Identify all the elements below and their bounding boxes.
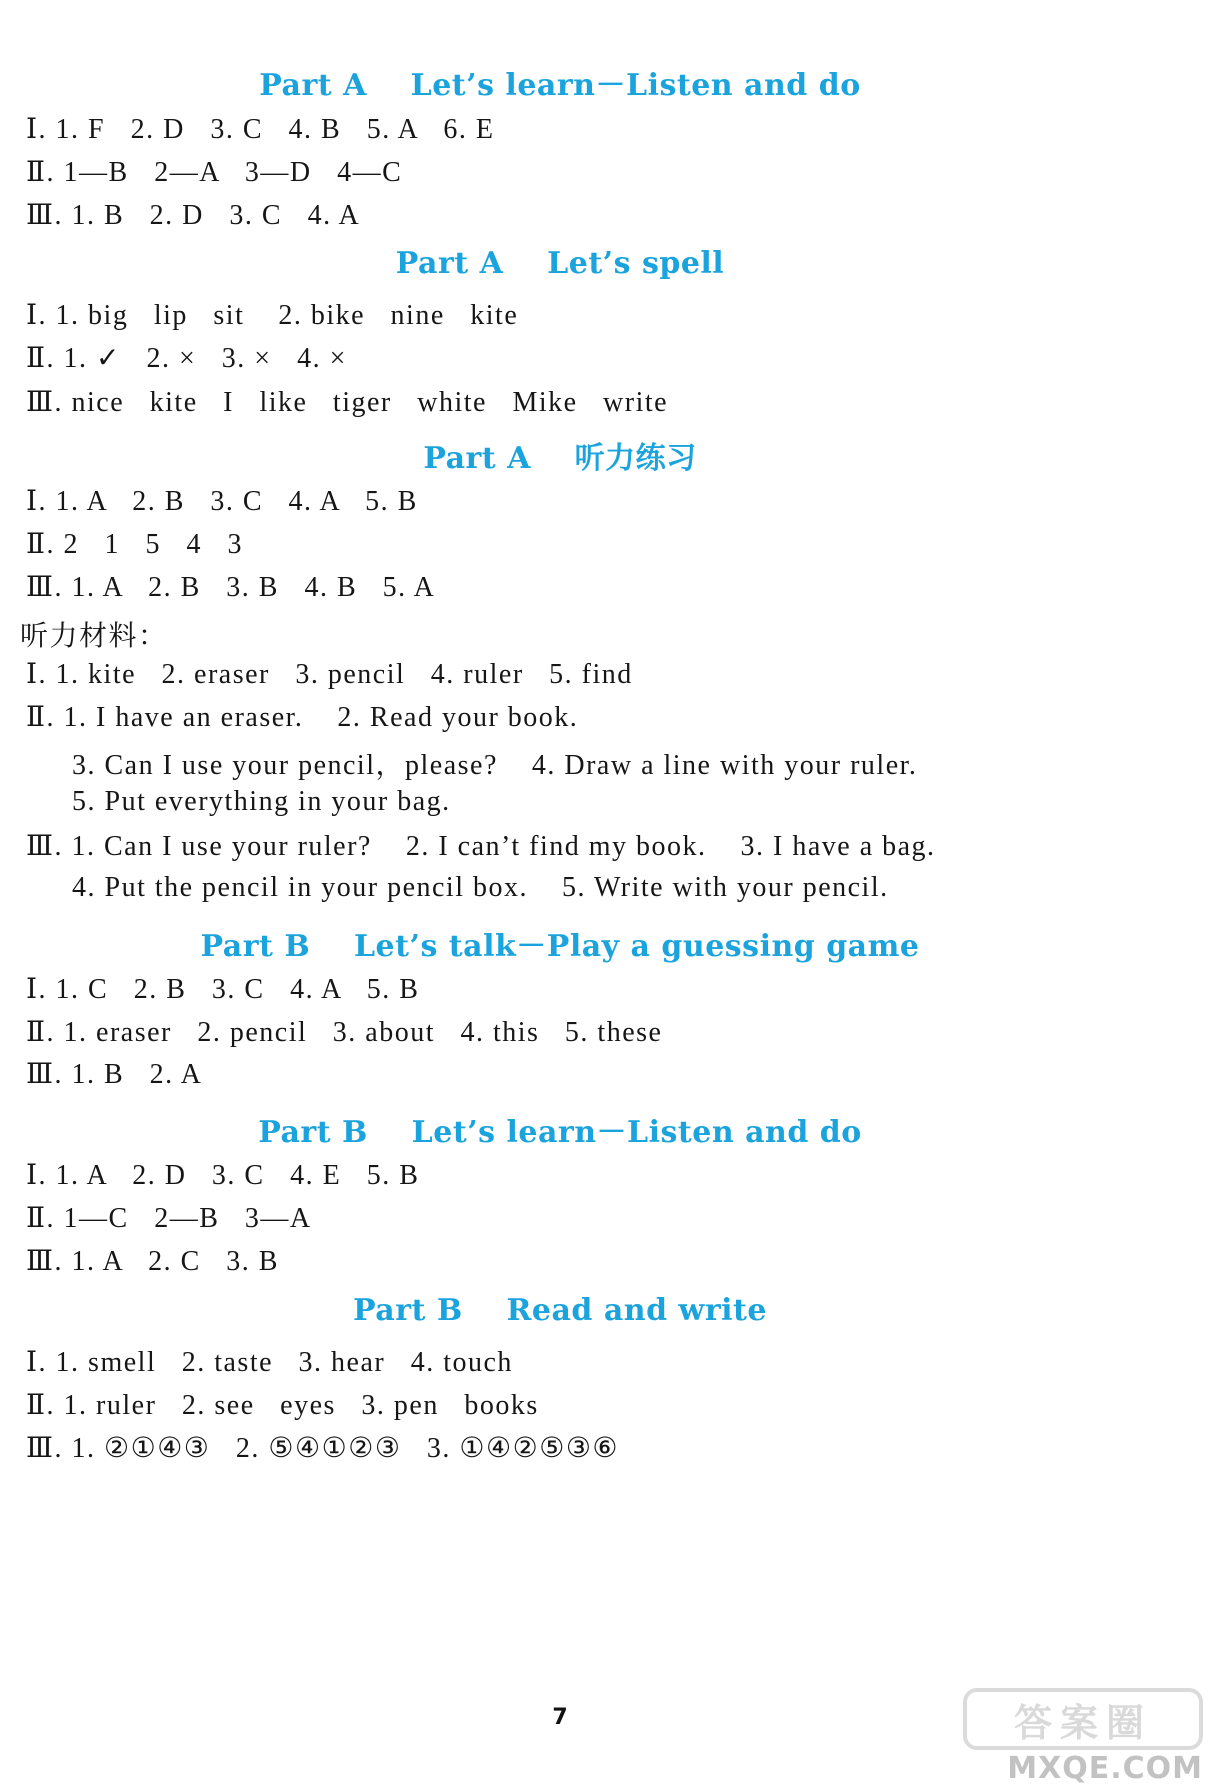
watermark-badge: 答案圈 xyxy=(963,1688,1203,1750)
section-heading: Part B Let’s learn－Listen and do xyxy=(258,1115,862,1150)
section-heading: Part A 听力练习 xyxy=(423,441,697,476)
materials-label: 听力材料： xyxy=(20,621,168,652)
answer-line: Ⅲ. 1. ②①④③ 2. ⑤④①②③ 3. ①④②⑤③⑥ xyxy=(26,1433,620,1464)
answer-line: Ⅰ. 1. smell 2. taste 3. hear 4. touch xyxy=(26,1347,513,1378)
answer-line: Ⅲ. nice kite I like tiger white Mike write xyxy=(26,387,669,418)
answer-line: Ⅱ. 1—B 2—A 3—D 4—C xyxy=(26,157,403,188)
answer-line: Ⅰ. 1. A 2. D 3. C 4. E 5. B xyxy=(26,1160,420,1191)
section-heading: Part B Read and write xyxy=(353,1293,767,1328)
answer-line: Ⅰ. 1. A 2. B 3. C 4. A 5. B xyxy=(26,486,418,517)
watermark-text: MXQE.COM xyxy=(1007,1751,1203,1786)
answer-line: Ⅱ. 1—C 2—B 3—A xyxy=(26,1203,312,1234)
answer-line: Ⅱ. 1. ✓ 2. × 3. × 4. × xyxy=(26,343,347,374)
material-line: 3. Can I use your pencil，please? 4. Draw a line with your ruler. xyxy=(72,750,918,781)
answer-line: Ⅰ. 1. big lip sit 2. bike nine kite xyxy=(26,300,519,331)
answer-line: Ⅱ. 1. ruler 2. see eyes 3. pen books xyxy=(26,1390,539,1421)
section-heading: Part B Let’s talk－Play a guessing game xyxy=(200,929,920,964)
answer-line: Ⅲ. 1. A 2. C 3. B xyxy=(26,1246,279,1277)
answer-line: Ⅲ. 1. A 2. B 3. B 4. B 5. A xyxy=(26,572,436,603)
answer-line: Ⅲ. 1. B 2. D 3. C 4. A xyxy=(26,200,361,231)
answer-line: Ⅲ. 1. B 2. A xyxy=(26,1059,203,1090)
answer-line: Ⅰ. 1. C 2. B 3. C 4. A 5. B xyxy=(26,974,420,1005)
site-watermark xyxy=(963,1688,1203,1786)
material-line: 4. Put the pencil in your pencil box. 5. Write with your pencil. xyxy=(72,872,889,903)
page-number: 7 xyxy=(552,1705,568,1730)
answer-line: Ⅱ. 2 1 5 4 3 xyxy=(26,529,244,560)
answer-line: Ⅰ. 1. F 2. D 3. C 4. B 5. A 6. E xyxy=(26,114,495,145)
section-heading: Part A Let’s learn－Listen and do xyxy=(259,68,861,103)
material-line: Ⅰ. 1. kite 2. eraser 3. pencil 4. ruler 5. find xyxy=(26,659,633,690)
material-line: Ⅱ. 1. I have an eraser. 2. Read your book. xyxy=(26,702,579,733)
section-heading: Part A Let’s spell xyxy=(395,246,725,281)
material-line: Ⅲ. 1. Can I use your ruler? 2. I can’t find my book. 3. I have a bag. xyxy=(26,831,936,862)
material-line: 5. Put everything in your bag. xyxy=(72,786,451,817)
answer-line: Ⅱ. 1. eraser 2. pencil 3. about 4. this 5. these xyxy=(26,1017,663,1048)
